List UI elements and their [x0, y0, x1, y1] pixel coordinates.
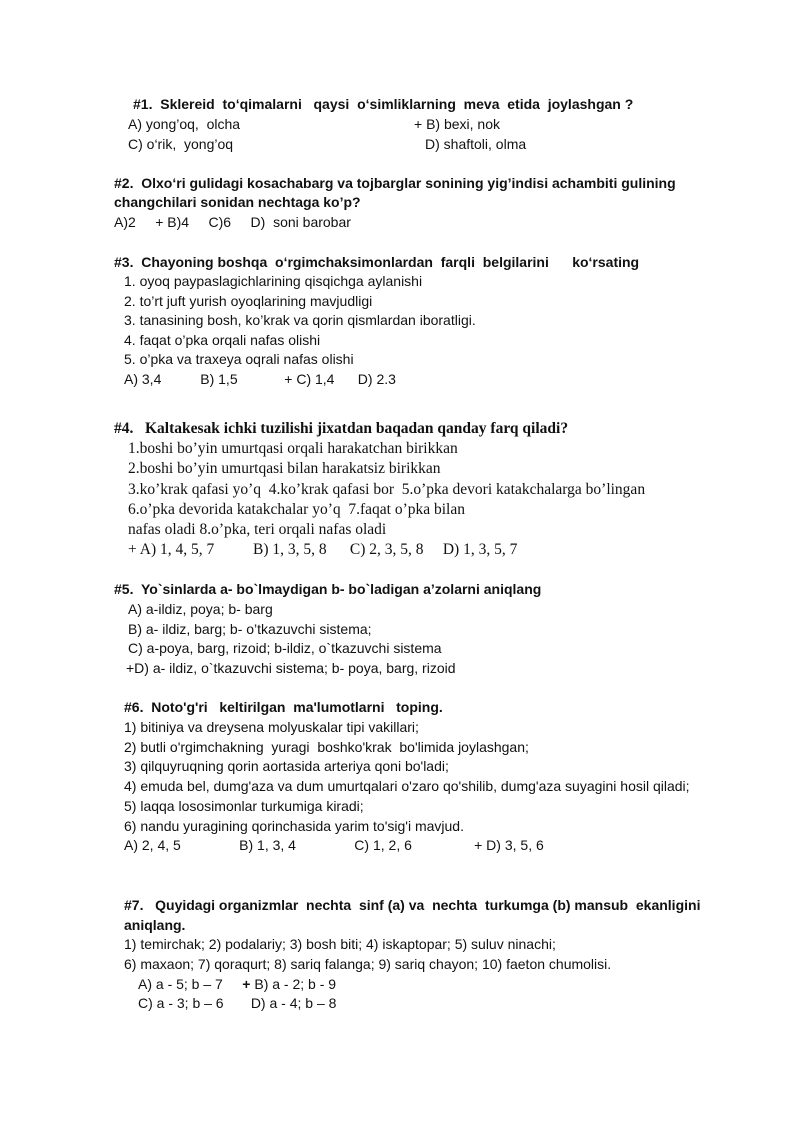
q4-line-5: nafas oladi 8.o’pka, teri orqali nafas oladi	[128, 521, 387, 538]
q1-option-b: + B) bexi, nok	[414, 116, 500, 132]
q5-title: #5. Yo`sinlarda a- bo`lmaydigan b- bo`ladigan a’zolarni aniqlang	[114, 581, 542, 597]
q7-line-2: 6) maxaon; 7) qoraqurt; 8) sariq falanga; 9) sariq chayon; 10) faeton chumolisi.	[124, 956, 612, 972]
q7-title-line-2: aniqlang.	[124, 917, 186, 933]
q1-option-c: C) o‘rik, yong’oq	[128, 136, 234, 152]
q6-item-3: 3) qilquyruqning qorin aortasida arteriya qoni bo'ladi;	[124, 758, 449, 774]
q3-item-2: 2. to’rt juft yurish oyoqlarining mavjudligi	[124, 293, 373, 309]
q7-answers-row-2: C) a - 3; b – 6 D) a - 4; b – 8	[138, 995, 337, 1011]
q7-option-a: A) a - 5; b – 7	[138, 976, 243, 992]
q4-line-1: 1.boshi bo’yin umurtqasi orqali harakatchan birikkan	[128, 440, 458, 457]
q7-title-line-1: #7. Quyidagi organizmlar nechta sinf (a) va nechta turkumga (b) mansub ekanligini	[124, 897, 701, 913]
q6-answers: A) 2, 4, 5 B) 1, 3, 4 C) 1, 2, 6 + D) 3, 5, 6	[124, 837, 544, 853]
q4-line-4: 6.o’pka devorida katakchalar yo’q 7.faqat o’pka bilan	[128, 501, 465, 518]
q2-title-line-1: #2. Olxo‘ri gulidagi kosachabarg va tojbarglar sonining yig’indisi achambiti gulining	[114, 175, 676, 191]
q3-item-5: 5. o’pka va traxeya oqrali nafas olishi	[124, 351, 354, 367]
q3-item-3: 3. tanasining bosh, ko’krak va qorin qismlardan iboratligi.	[124, 312, 476, 328]
q6-item-5: 5) laqqa lososimonlar turkumiga kiradi;	[124, 798, 364, 814]
q4-title: #4. Kaltakesak ichki tuzilishi jixatdan baqadan qanday farq qiladi?	[114, 420, 569, 437]
q5-option-a: A) a-ildiz, poya; b- barg	[128, 601, 273, 617]
q3-item-1: 1. oyoq paypaslagichlarining qisqichga aylanishi	[124, 273, 423, 289]
q7-answers-row-1	[138, 975, 336, 993]
q5-option-c: C) a-poya, barg, rizoid; b-ildiz, o`tkazuvchi sistema	[128, 640, 442, 656]
q1-option-d: D) shaftoli, olma	[425, 136, 527, 152]
q5-option-d: +D) a- ildiz, o`tkazuvchi sistema; b- poya, barg, rizoid	[126, 660, 456, 676]
q4-line-3: 3.ko’krak qafasi yo’q 4.ko’krak qafasi bor 5.o’pka devori katakchalarga bo’lingan	[128, 481, 646, 498]
q7-correct-marker: +	[242, 976, 251, 992]
q7-option-b: B) a - 2; b - 9	[250, 976, 337, 992]
q6-item-2: 2) butli o'rgimchakning yuragi boshko'krak bo'limida joylashgan;	[124, 739, 529, 755]
q3-title: #3. Chayoning boshqa o‘rgimchaksimonlardan farqli belgilarini ko‘rsating	[114, 254, 640, 270]
q5-option-b: B) a- ildiz, barg; b- o’tkazuvchi sistema;	[128, 621, 372, 637]
q1-option-a: A) yong’oq, olcha	[128, 116, 241, 132]
q3-answers: A) 3,4 B) 1,5 + C) 1,4 D) 2.3	[124, 371, 396, 387]
q6-title: #6. Noto'g'ri keltirilgan ma'lumotlarni toping.	[124, 699, 443, 715]
q7-line-1: 1) temirchak; 2) podalariy; 3) bosh biti; 4) iskaptopar; 5) suluv ninachi;	[124, 936, 556, 952]
q4-answers: + A) 1, 4, 5, 7 B) 1, 3, 5, 8 C) 2, 3, 5, 8 D) 1, 3, 5, 7	[128, 541, 518, 558]
q6-item-4: 4) emuda bel, dumg'aza va dum umurtqalari o'zaro qo'shilib, dumg'aza suyagini hosil qiladi;	[124, 778, 690, 794]
q2-title-line-2: changchilari sonidan nechtaga ko’p?	[114, 194, 361, 210]
q6-item-6: 6) nandu yuragining qorinchasida yarim to'sig'i mavjud.	[124, 818, 464, 834]
q6-item-1: 1) bitiniya va dreysena molyuskalar tipi vakillari;	[124, 719, 419, 735]
q3-item-4: 4. faqat o’pka orqali nafas olishi	[124, 332, 321, 348]
q2-answers: A)2 + B)4 C)6 D) soni barobar	[114, 214, 351, 230]
q4-line-2: 2.boshi bo’yin umurtqasi bilan harakatsiz birikkan	[128, 460, 441, 477]
q1-title: #1. Sklereid to‘qimalarni qaysi o‘simliklarning meva etida joylashgan ?	[133, 96, 634, 112]
